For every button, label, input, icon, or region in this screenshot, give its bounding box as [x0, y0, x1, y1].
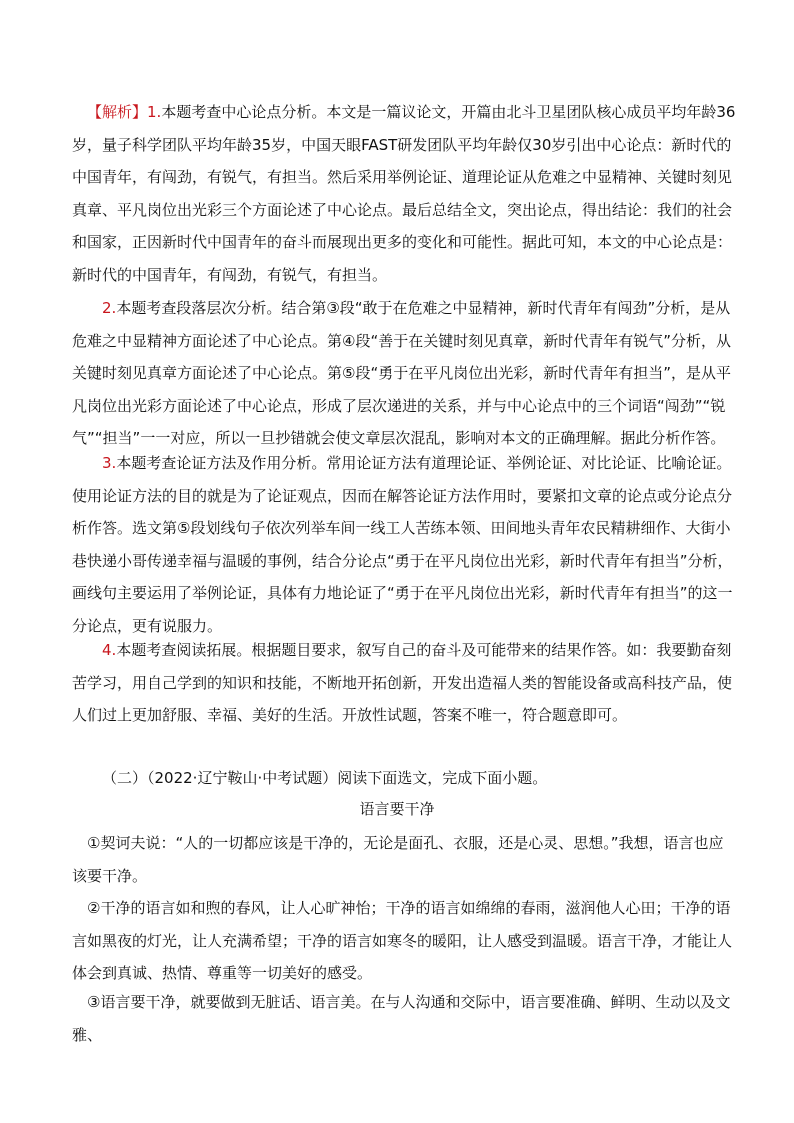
- passage-paragraph-2: ②干净的语言如和煦的春风，让人心旷神怡；干净的语言如绵绵的春雨，滋润他人心田；干净的语言如黑夜的灯光，让人充满希望；干净的语言如寒冬的暖阳，让人感受到温暖。语言干净，才能让人体会到真诚、热情、尊重等一切美好的感受。: [72, 899, 733, 983]
- item-number-1: 1.: [147, 103, 162, 121]
- passage-paragraph-3: ③语言要干净，就要做到无脏话、语言美。在与人沟通和交际中，语言要准确、鲜明、生动以及文雅、: [72, 993, 731, 1044]
- analysis-paragraph-1: [72, 96, 736, 292]
- item-number-2: 2.: [102, 299, 117, 317]
- analysis-paragraph-4: [72, 634, 736, 732]
- analysis-text-1: 本题考查中心论点分析。本文是一篇议论文，开篇由北斗卫星团队核心成员平均年龄36岁，量子科学团队平均年龄35岁，中国天眼FAST研发团队平均年龄仅30岁引出中心论点：新时代的中国青年，有闯劲，有锐气，有担当。然后采用举例论证、道理论证从危难之中显精神、关键时刻见真章、平凡岗位出光彩三个方面论述了中心论点。最后总结全文，突出论点，得出结论：我们的社会和国家，正因新时代中国青年的奋斗而展现出更多的变化和可能性。据此可知，本文的中心论点是：新时代的中国青年，有闯劲，有锐气，有担当。: [72, 103, 736, 284]
- analysis-paragraph-2: [72, 292, 736, 455]
- analysis-text-3: 本题考查论证方法及作用分析。常用论证方法有道理论证、举例论证、对比论证、比喻论证。使用论证方法的目的就是为了论证观点，因而在解答论证方法作用时，要紧扣文章的论点或分论点分析作答。选文第⑤段划线句子依次列举车间一线工人苦练本领、田间地头青年农民精耕细作、大街小巷快递小哥传递幸福与温暖的事例，结合分论点“勇于在平凡岗位出光彩，新时代青年有担当”分析，画线句主要运用了举例论证，具体有力地论证了“勇于在平凡岗位出光彩，新时代青年有担当”的这一分论点，更有说服力。: [72, 454, 733, 635]
- section-intro: （二）（2022·辽宁鞍山·中考试题）阅读下面选文，完成下面小题。: [102, 769, 548, 787]
- analysis-tag: 【解析】: [87, 103, 148, 121]
- analysis-text-2: 本题考查段落层次分析。结合第③段“敢于在危难之中显精神，新时代青年有闯劲”分析，是从危难之中显精神方面论述了中心论点。第④段“善于在关键时刻见真章，新时代青年有锐气”分析，从关键时刻见真章方面论述了中心论点。第⑤段“勇于在平凡岗位出光彩，新时代青年有担当”，是从平凡岗位出光彩方面论述了中心论点，形成了层次递进的关系，并与中心论点中的三个词语“闯劲”“锐气”“担当”一一对应，所以一旦抄错就会使文章层次混乱，影响对本文的正确理解。据此分析作答。: [72, 299, 731, 448]
- item-number-4: 4.: [102, 641, 117, 659]
- passage-title: 语言要干净: [359, 800, 435, 818]
- analysis-paragraph-3: [72, 447, 736, 643]
- item-number-3: 3.: [102, 454, 117, 472]
- analysis-text-4: 本题考查阅读拓展。根据题目要求，叙写自己的奋斗及可能带来的结果作答。如：我要勤奋刻苦学习，用自己学到的知识和技能，不断地开拓创新，开发出造福人类的智能设备或高科技产品，使人们过上更加舒服、幸福、美好的生活。开放性试题，答案不唯一，符合题意即可。: [72, 641, 733, 725]
- passage-paragraph-1: ①契诃夫说：“人的一切都应该是干净的，无论是面孔、衣服，还是心灵、思想。”我想，语言也应该要干净。: [72, 834, 724, 885]
